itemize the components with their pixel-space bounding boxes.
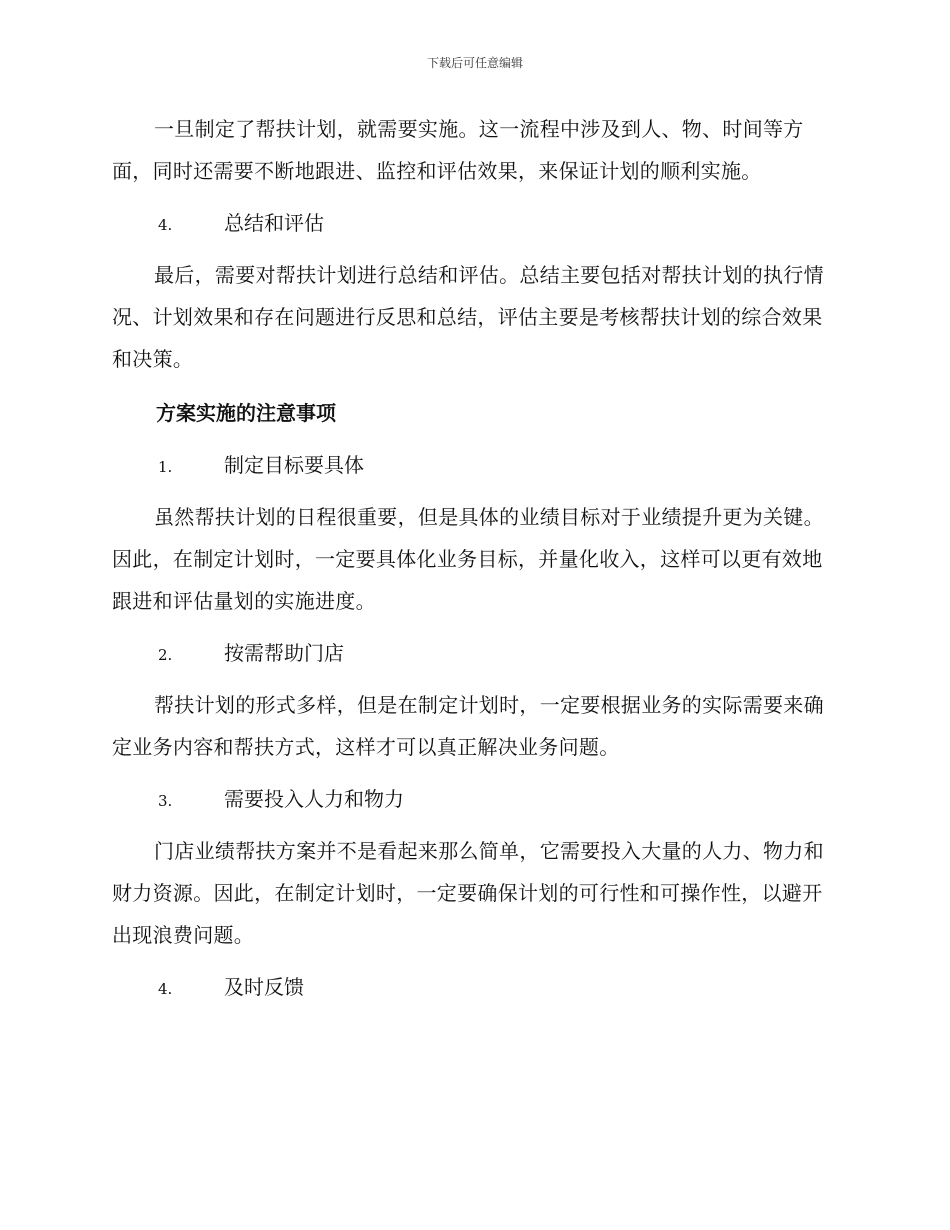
section-heading: 方案实施的注意事项 (156, 401, 336, 425)
list-number: 2. (158, 646, 173, 664)
list-item-resources (112, 778, 834, 822)
document-body (112, 108, 834, 1018)
list-item-feedback (112, 966, 834, 1010)
list-number: 1. (158, 458, 173, 476)
list-number: 3. (158, 792, 173, 810)
list-item-help-stores (112, 632, 834, 676)
page-header: 下载后可任意编辑 (426, 56, 523, 70)
list-item-summary (112, 202, 834, 246)
list-item-label: 制定目标要具体 (224, 453, 364, 477)
paragraph-implementation: 一旦制定了帮扶计划，就需要实施。这一流程中涉及到人、物、时间等方面，同时还需要不断地跟进、监控和评估效果，来保证计划的顺利实施。 (112, 117, 804, 183)
list-item-label: 需要投入人力和物力 (224, 787, 404, 811)
list-item-label: 总结和评估 (224, 211, 324, 235)
paragraph-summary: 最后，需要对帮扶计划进行总结和评估。总结主要包括对帮扶计划的执行情况、计划效果和存在问题进行反思和总结，评估主要是考核帮扶计划的综合效果和决策。 (112, 263, 824, 371)
paragraph-help-stores: 帮扶计划的形式多样，但是在制定计划时，一定要根据业务的实际需要来确定业务内容和帮扶方式，这样才可以真正解决业务问题。 (112, 693, 824, 759)
list-item-label: 按需帮助门店 (224, 641, 344, 665)
paragraph-specific-goals: 虽然帮扶计划的日程很重要，但是具体的业绩目标对于业绩提升更为关键。因此，在制定计划时，一定要具体化业务目标，并量化收入，这样可以更有效地跟进和评估量划的实施进度。 (112, 505, 824, 613)
list-number: 4. (158, 216, 173, 234)
list-item-specific-goals (112, 444, 834, 488)
paragraph-resources: 门店业绩帮扶方案并不是看起来那么简单，它需要投入大量的人力、物力和财力资源。因此，在制定计划时，一定要确保计划的可行性和可操作性，以避开出现浪费问题。 (112, 839, 824, 947)
list-number: 4. (158, 980, 173, 998)
list-item-label: 及时反馈 (224, 975, 304, 999)
